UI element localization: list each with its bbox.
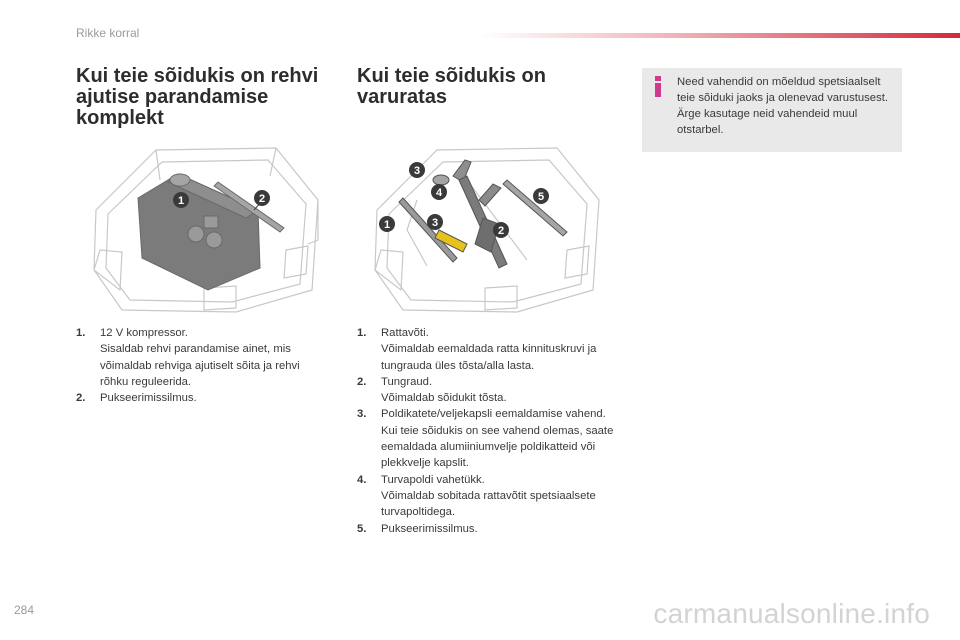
item-number: 1. [76,327,86,339]
item-title: Tungraud. [381,375,433,388]
list-item [76,325,326,390]
list-item [357,374,627,407]
list-item [357,521,627,537]
svg-text:2: 2 [497,225,505,237]
callout-marker [427,214,443,230]
item-number: 4. [357,473,367,486]
item-number: 5. [357,522,367,535]
item-number: 3. [357,408,367,421]
info-box [642,68,902,152]
list-item [357,406,627,471]
callout-marker [533,188,549,204]
spare-wheel-tools-illustration [367,140,607,316]
list-item [76,390,326,406]
callout-marker [379,216,395,232]
spare-wheel-heading: Kui teie sõidukis on varuratas [357,65,546,108]
watermark: carmanualsonline.info [653,598,930,629]
item-title: 12 V kompressor. [100,327,188,339]
repair-kit-illustration [86,140,326,316]
item-title: Pukseerimissilmus. [381,522,478,535]
header-rule [480,33,960,38]
item-number: 1. [357,327,367,339]
callout-marker [409,162,425,178]
spare-wheel-list [357,325,627,537]
item-description: Sisaldab rehvi parandamise ainet, mis võimaldab rehviga ajutiselt sõita ja rehvi rõhku reguleerida. [100,343,300,388]
page-number: 284 [14,603,35,617]
callout-marker [431,184,447,200]
item-title: Poldikatete/veljekapsli eemaldamise vahend. [381,408,606,421]
section-header: Rikke korral [76,26,140,40]
item-description: Võimaldab eemaldada ratta kinnituskruvi ja tungrauda üles tõsta/alla lasta. [381,343,597,372]
repair-kit-heading: Kui teie sõidukis on rehvi ajutise parandamise komplekt [76,65,319,129]
item-title: Pukseerimissilmus. [100,392,197,405]
item-description: Võimaldab sobitada rattavõtit spetsiaalsete turvapoltidega. [381,489,596,519]
item-number: 2. [76,392,86,405]
svg-text:1: 1 [177,195,185,207]
item-description: Kui teie sõidukis on see vahend olemas, saate eemaldada alumiiniumvelje poldikatteid või plekkvelje kapslit. [381,424,614,470]
info-text: Need vahendid on mõeldud spetsiaalselt teie sõiduki jaoks ja olenevad varustusest. Ärge kasutage neid vahendeid muul otstarbel. [677,76,888,136]
item-title: Rattavõti. [381,327,429,339]
item-title: Turvapoldi vahetükk. [381,473,485,486]
item-number: 2. [357,375,367,388]
svg-text:3: 3 [413,165,421,177]
callout-marker [173,192,189,208]
info-icon [654,76,662,96]
svg-text:4: 4 [435,187,443,199]
svg-text:2: 2 [258,193,266,205]
svg-text:5: 5 [537,191,545,203]
repair-kit-list [76,325,326,406]
svg-text:3: 3 [431,217,439,229]
svg-text:1: 1 [383,219,391,231]
item-description: Võimaldab sõidukit tõsta. [381,392,507,405]
callout-marker [254,190,270,210]
callout-marker [493,222,509,238]
list-item [357,325,627,374]
list-item [357,472,627,521]
